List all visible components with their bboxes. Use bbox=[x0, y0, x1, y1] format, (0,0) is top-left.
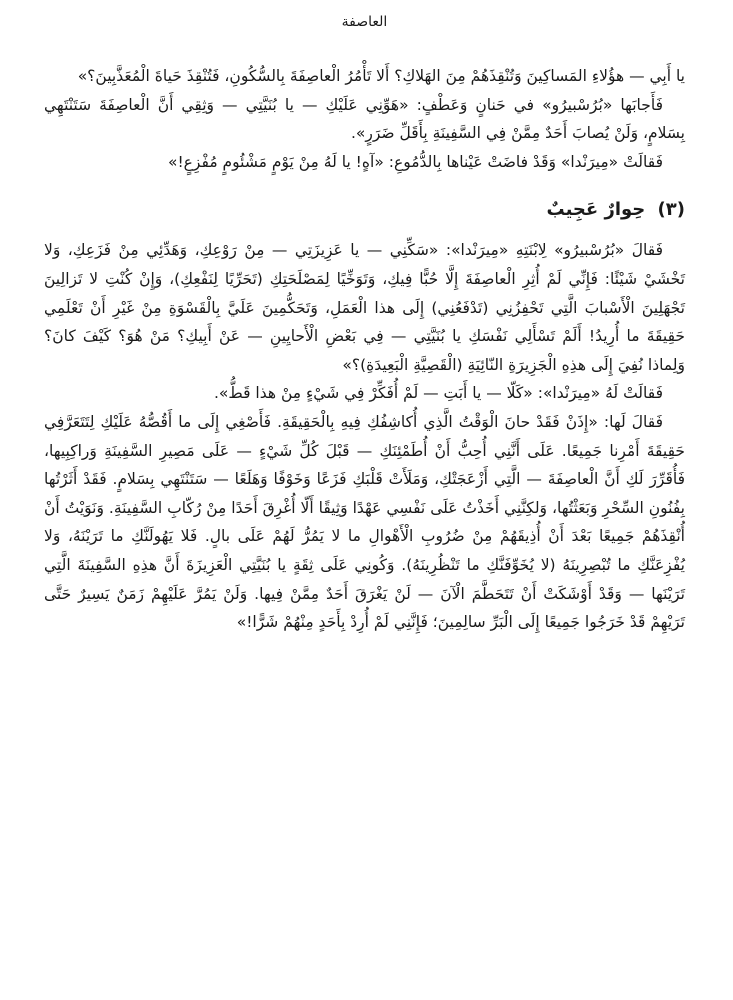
section-title: حِوارٌ عَجِيبٌ bbox=[546, 199, 646, 221]
section-heading bbox=[44, 196, 685, 224]
paragraph-2: فَأَجابَها «بُرُسْبيرُو» في حَنانٍ وَعَطْفٍ: «هَوِّنِي عَلَيْكِ — يا بُنَيَّتِي — وَثِقِي أَنَّ الْعاصِفَةَ سَتَنْتَهِي بِسَلامٍ، وَلَنْ يُصابَ أَحَدٌ مِمَّنْ فِي السَّفِينَةِ بِأَقَلِّ ضَرَرٍ». bbox=[44, 95, 685, 143]
body-text bbox=[44, 62, 685, 637]
paragraph-1: يا أَبِي — هؤُلاءِ المَساكِينَ وَتُنْقِذَهُمْ مِنَ الهَلاكِ؟ أَلا تَأْمُرُ الْعاصِفَةَ بِالسُّكُونِ، فَتُنْقِذَ حَياةَ الْمُعَذَّبِينَ؟» bbox=[77, 67, 685, 85]
paragraph-4: فَقالَ «بُرُسْبيرُو» لِابْنَتِهِ «مِيرَنْدا»: «سَكِّنِي — يا عَزِيزَتِي — مِنْ رَوْعِكِ، وَهَدِّئِي مِنْ فَزَعِكِ، وَلا تَخْشَيْ شَيْئًا: فَإِنِّي لَمْ أُثِرِ الْعاصِفَةَ إِلَّا حُبًّا فِيكِ، وَتَوَخِّيًا لِمَصْلَحَتِكِ (تَحَرِّيًا لِنَفْعِكِ)، وَإِنْ كُنْتِ لا تَزالِينَ تَجْهَلِينَ الْأَسْبابَ الَّتِي تَحْفِزُنِي (تَدْفَعُنِي) إِلَى هذا الْعَمَلِ، وَتَحَكُّمِينَ عَلَيَّ بِالْقَسْوَةِ مِنْ غَيْرِ أَنْ تَعْلَمِي حَقِيقَةَ ما أُرِيدُ! أَلَمْ تَسْأَلِي نَفْسَكِ يا بُنَيَّتِي — فِي بَعْضِ الْأَحايِينِ — عَنْ أَبِيكِ؟ مَنْ هُوَ؟ كَيْفَ كانَ؟ وَلِماذا نُفِيَ إِلَى هذِهِ الْجَزِيرَةِ النّائِيَةِ (الْقَصِيَّةِ الْبَعِيدَةِ)؟» bbox=[44, 241, 685, 374]
section-number: (٣) bbox=[657, 199, 685, 221]
running-head: العاصفة bbox=[341, 14, 388, 30]
book-page bbox=[44, 0, 685, 1000]
paragraph-3: فَقالَتْ «مِيرَنْدا» وَقَدْ فاضَتْ عَيْناها بِالدُّمُوعِ: «آهٍ! يا لَهُ مِنْ يَوْمٍ مَشْئُومٍ مُفْزِعٍ!» bbox=[167, 152, 663, 171]
paragraph-6: فَقالَ لَها: «إِذَنْ فَقَدْ حانَ الْوَقْتُ الَّذِي أُكاشِفُكِ فِيهِ بِالْحَقِيقَةِ. فَأَصْغِي إِلَى ما أَقُصُّهُ عَلَيْكِ لِتَتَعَرَّفِي حَقِيقَةَ أَمْرِنا جَمِيعًا. عَلَى أَنَّنِي أُحِبُّ أَنْ أُطَمْئِنَكِ — قَبْلَ كُلِّ شَيْءٍ — عَلَى مَصِيرِ السَّفِينَةِ وَراكِبِيها، فَأُقَرِّرَ لَكِ أَنَّ الْعاصِفَةَ — الَّتِي أَزْعَجَتْكِ، وَمَلَأَتْ قَلْبَكِ فَزَعًا وَخَوْفًا وَهَلَعًا — سَتَنْتَهِي بِسَلامٍ. فَقَدْ أَثَرْتُها بِفُنُونِ السِّحْرِ وَبَعَثْتُها، وَلكِنَّنِي أَخَذْتُ عَلَى نَفْسِي عَهْدًا وَثِيقًا أَلّا أُغْرِقَ أَحَدًا مِنْ رُكّابِ السَّفِينَةِ. وَنَوَيْتُ أَنْ أُنْقِذَهُمْ جَمِيعًا بَعْدَ أَنْ أُذِيقَهُمْ مِنْ ضُرُوبِ الْأَهْوالِ ما لا يَمُرُّ لَهُمْ عَلَى بالٍ. فَلا يَهُولَنَّكِ ما تَرَيْنَهُ، وَلا يُفْزِعَنَّكِ ما تُبْصِرِينَهُ (لا يُخَوِّفَنَّكِ ما تَنْظُرِينَهُ). وَكُونِي عَلَى ثِقَةٍ يا بُنَيَّتِي الْعَزِيزَةَ أَنَّ هذِهِ السَّفِينَةَ الَّتِي تَرَيْنَها — وَقَدْ أَوْشَكَتْ أَنْ تَتَحَطَّمَ الْآنَ — لَنْ يَغْرَقَ أَحَدٌ مِمَّنْ فِيها. وَلَنْ يَمُرَّ عَلَيْهِمْ زَمَنٌ يَسِيرٌ حَتَّى تَرَيْهِمْ قَدْ خَرَجُوا جَمِيعًا إِلَى الْبَرِّ سالِمِينَ؛ فَإِنَّنِي لَمْ أُرِدْ بِأَحَدٍ مِنْهُمْ شَرًّا!» bbox=[44, 412, 685, 632]
paragraph-5: فَقالَتْ لَهُ «مِيرَنْدا»: «كَلّا — يا أَبَتِ — لَمْ أُفَكِّرْ فِي شَيْءٍ مِنْ هذا قَطُّ». bbox=[213, 384, 663, 403]
